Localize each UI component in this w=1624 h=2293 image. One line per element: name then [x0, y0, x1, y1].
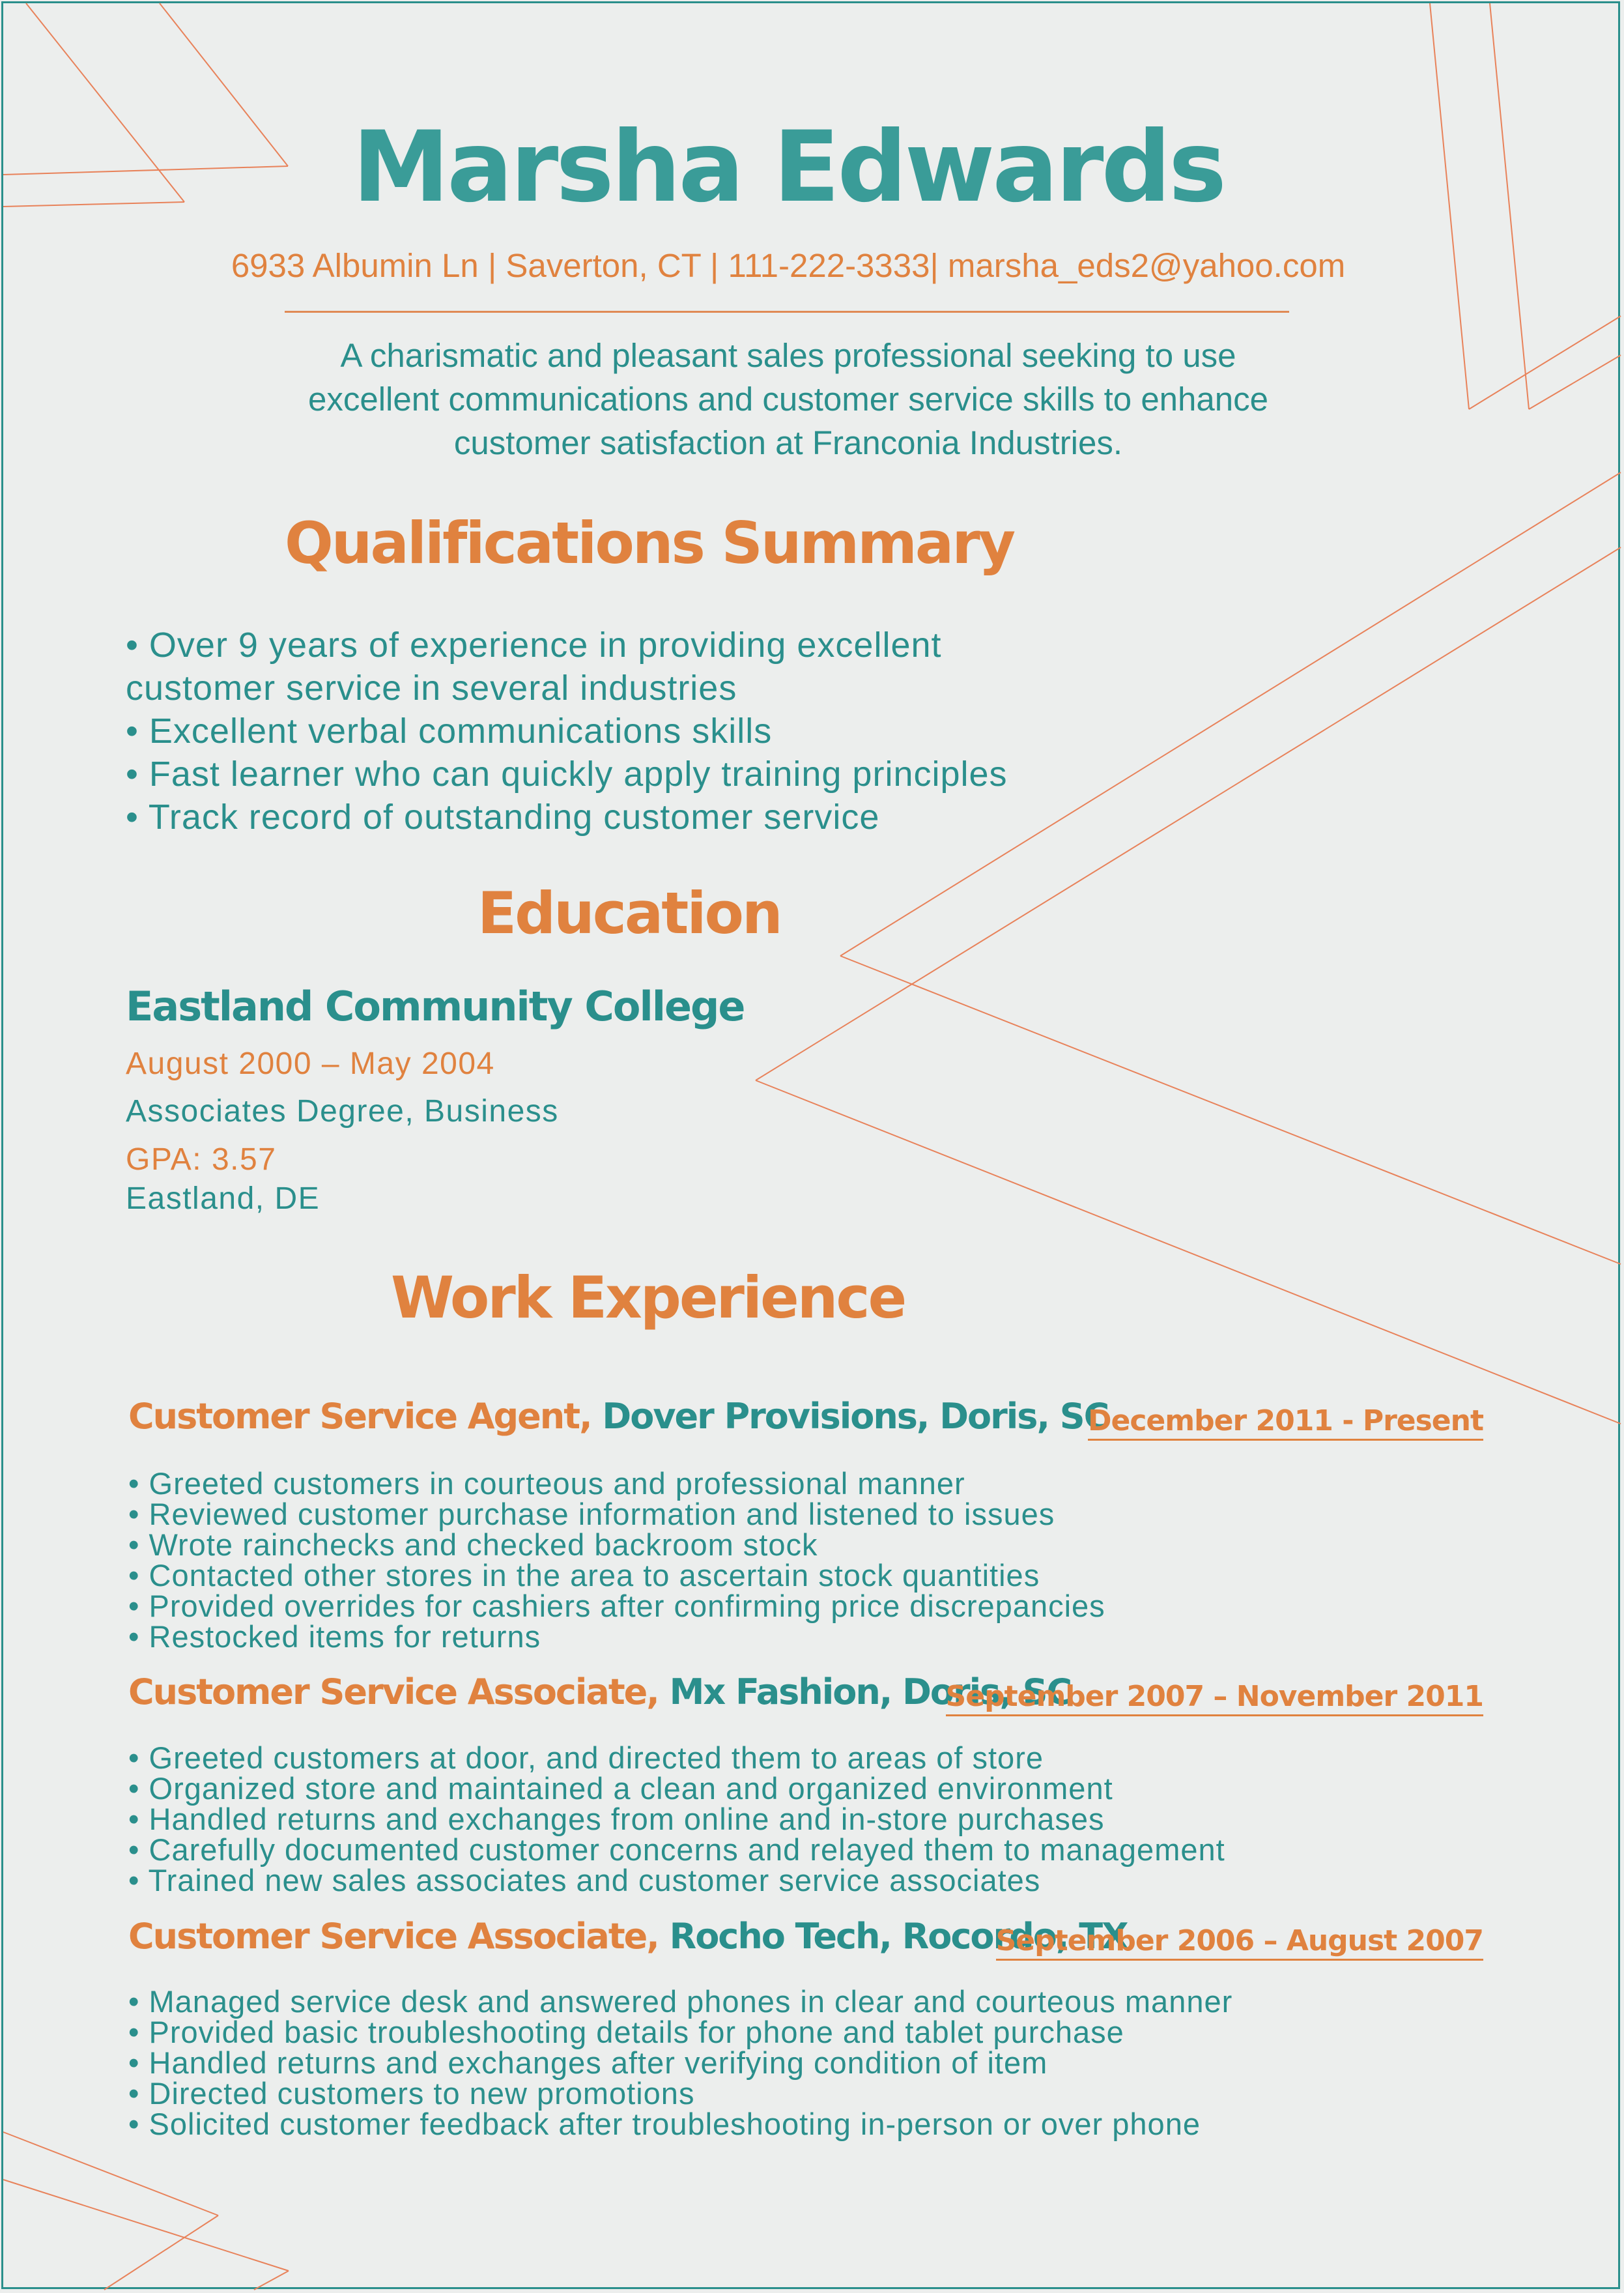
list-item: • Fast learner who can quickly apply training principles: [126, 755, 1008, 794]
job-header: [128, 1671, 1483, 1712]
job-dates: December 2011 - Present: [1088, 1404, 1483, 1441]
list-item: • Track record of outstanding customer service: [126, 798, 880, 837]
job-dates: September 2006 – August 2007: [996, 1924, 1483, 1961]
contact-info: 6933 Albumin Ln | Saverton, CT | 111-222-3333| marsha_eds2@yahoo.com: [231, 247, 1346, 284]
list-item: • Greeted customers in courteous and professional manner: [128, 1466, 965, 1501]
school-name: Eastland Community College: [126, 983, 745, 1030]
job-company: Rocho Tech, Rocordo, TX: [658, 1916, 1128, 1957]
education-degree: Associates Degree, Business: [126, 1094, 559, 1129]
objective-statement: A charismatic and pleasant sales professional seeking to use excellent communications and customer service skills to enhance customer satisfaction at Franconia Industries.: [307, 337, 1269, 461]
education-dates: August 2000 – May 2004: [126, 1046, 495, 1081]
list-item: • Directed customers to new promotions: [128, 2076, 695, 2111]
job-company: Dover Provisions, Doris, SC: [591, 1396, 1109, 1437]
list-item: • Restocked items for returns: [128, 1619, 541, 1654]
job-company: Mx Fashion, Doris, SC: [658, 1671, 1072, 1712]
header-divider: [285, 311, 1289, 313]
list-item: • Over 9 years of experience in providing excellent: [126, 626, 942, 665]
work-experience-heading: Work Experience: [391, 1264, 905, 1331]
education-heading: Education: [477, 880, 781, 947]
job-duties: [128, 1986, 1232, 2139]
job-duties: [128, 1742, 1225, 1896]
list-item: • Contacted other stores in the area to ascertain stock quantities: [128, 1558, 1040, 1593]
job-role: Customer Service Agent,: [128, 1396, 591, 1437]
list-item: • Wrote rainchecks and checked backroom stock: [128, 1527, 818, 1562]
list-item: • Greeted customers at door, and directed them to areas of store: [128, 1740, 1044, 1775]
list-item: • Organized store and maintained a clean and organized environment: [128, 1771, 1113, 1806]
education-gpa: GPA: 3.57: [126, 1142, 277, 1177]
list-item: • Provided overrides for cashiers after confirming price discrepancies: [128, 1589, 1105, 1623]
list-item: • Solicited customer feedback after troubleshooting in-person or over phone: [128, 2107, 1201, 2141]
job-dates: September 2007 – November 2011: [946, 1679, 1483, 1716]
list-item: • Provided basic troubleshooting details for phone and tablet purchase: [128, 2015, 1124, 2049]
qualifications-heading: Qualifications Summary: [285, 510, 1014, 577]
list-item: • Managed service desk and answered phones in clear and courteous manner: [128, 1984, 1233, 2019]
list-item: • Trained new sales associates and customer service associates: [128, 1863, 1041, 1897]
education-location: Eastland, DE: [126, 1181, 321, 1216]
candidate-name: Marsha Edwards: [352, 111, 1225, 224]
list-item: • Handled returns and exchanges after verifying condition of item: [128, 2045, 1048, 2080]
job-duties: [128, 1468, 1105, 1652]
job-role: Customer Service Associate,: [128, 1916, 659, 1957]
list-item: customer service in several industries: [126, 669, 737, 708]
list-item: • Excellent verbal communications skills: [126, 712, 773, 751]
job-header: [128, 1916, 1483, 1957]
list-item: • Handled returns and exchanges from online and in-store purchases: [128, 1802, 1105, 1836]
list-item: • Carefully documented customer concerns and relayed them to management: [128, 1832, 1225, 1867]
qualifications-list: [126, 624, 1008, 839]
job-role: Customer Service Associate,: [128, 1671, 659, 1712]
list-item: • Reviewed customer purchase information and listened to issues: [128, 1497, 1055, 1531]
job-header: [128, 1396, 1483, 1437]
